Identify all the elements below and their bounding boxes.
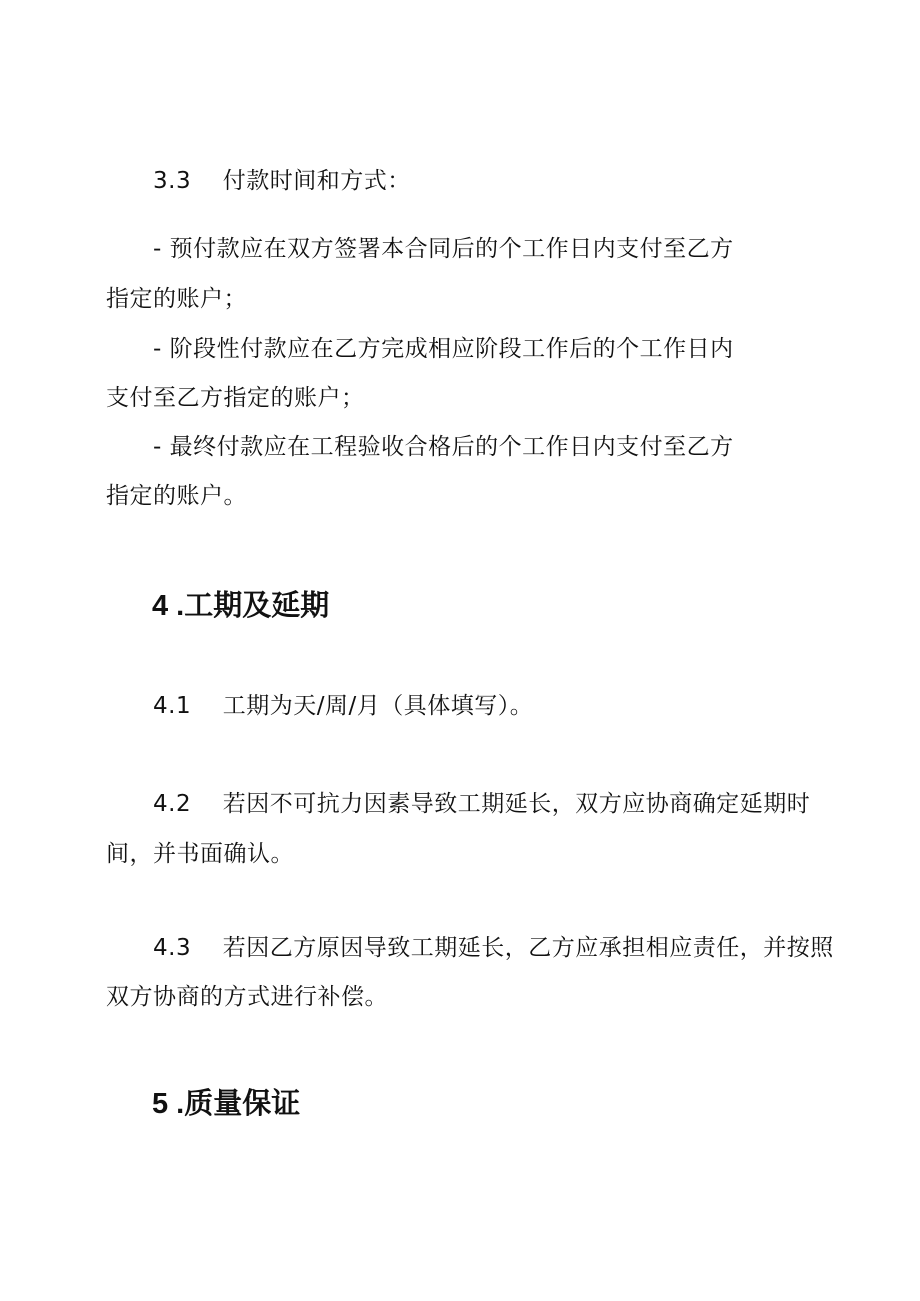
payment-item-1-line-2: 指定的账户； xyxy=(106,286,247,312)
clause-text: 工期为天/周/月（具体填写）。 xyxy=(222,693,534,719)
clause-title: 付款时间和方式： xyxy=(222,168,411,194)
clause-4-3-line-1 xyxy=(153,933,834,963)
clause-text: 若因乙方原因导致工期延长，乙方应承担相应责任，并按照 xyxy=(222,935,834,961)
clause-number: 4.3 xyxy=(153,935,192,961)
clause-4-1-line xyxy=(153,691,533,721)
payment-item-3-line-2: 指定的账户。 xyxy=(106,483,247,509)
clause-4-2-line-2: 间，并书面确认。 xyxy=(106,841,294,867)
clause-number: 4.1 xyxy=(153,693,192,719)
clause-4-2-line-1 xyxy=(153,789,810,819)
payment-item-2-line-2: 支付至乙方指定的账户； xyxy=(106,385,365,411)
payment-item-2-line-1: - 阶段性付款应在乙方完成相应阶段工作后的个工作日内 xyxy=(153,336,734,362)
clause-3-3-line xyxy=(153,166,411,196)
payment-item-3-line-1: - 最终付款应在工程验收合格后的个工作日内支付至乙方 xyxy=(153,434,734,460)
clause-number: 4.2 xyxy=(153,791,192,817)
payment-item-1-line-1: - 预付款应在双方签署本合同后的个工作日内支付至乙方 xyxy=(153,236,734,262)
clause-number: 3.3 xyxy=(153,168,192,194)
section-5-heading: 5 .质量保证 xyxy=(152,1088,301,1120)
section-4-heading: 4 .工期及延期 xyxy=(152,590,330,622)
clause-4-3-line-2: 双方协商的方式进行补偿。 xyxy=(106,984,388,1010)
clause-text: 若因不可抗力因素导致工期延长，双方应协商确定延期时 xyxy=(222,791,811,817)
